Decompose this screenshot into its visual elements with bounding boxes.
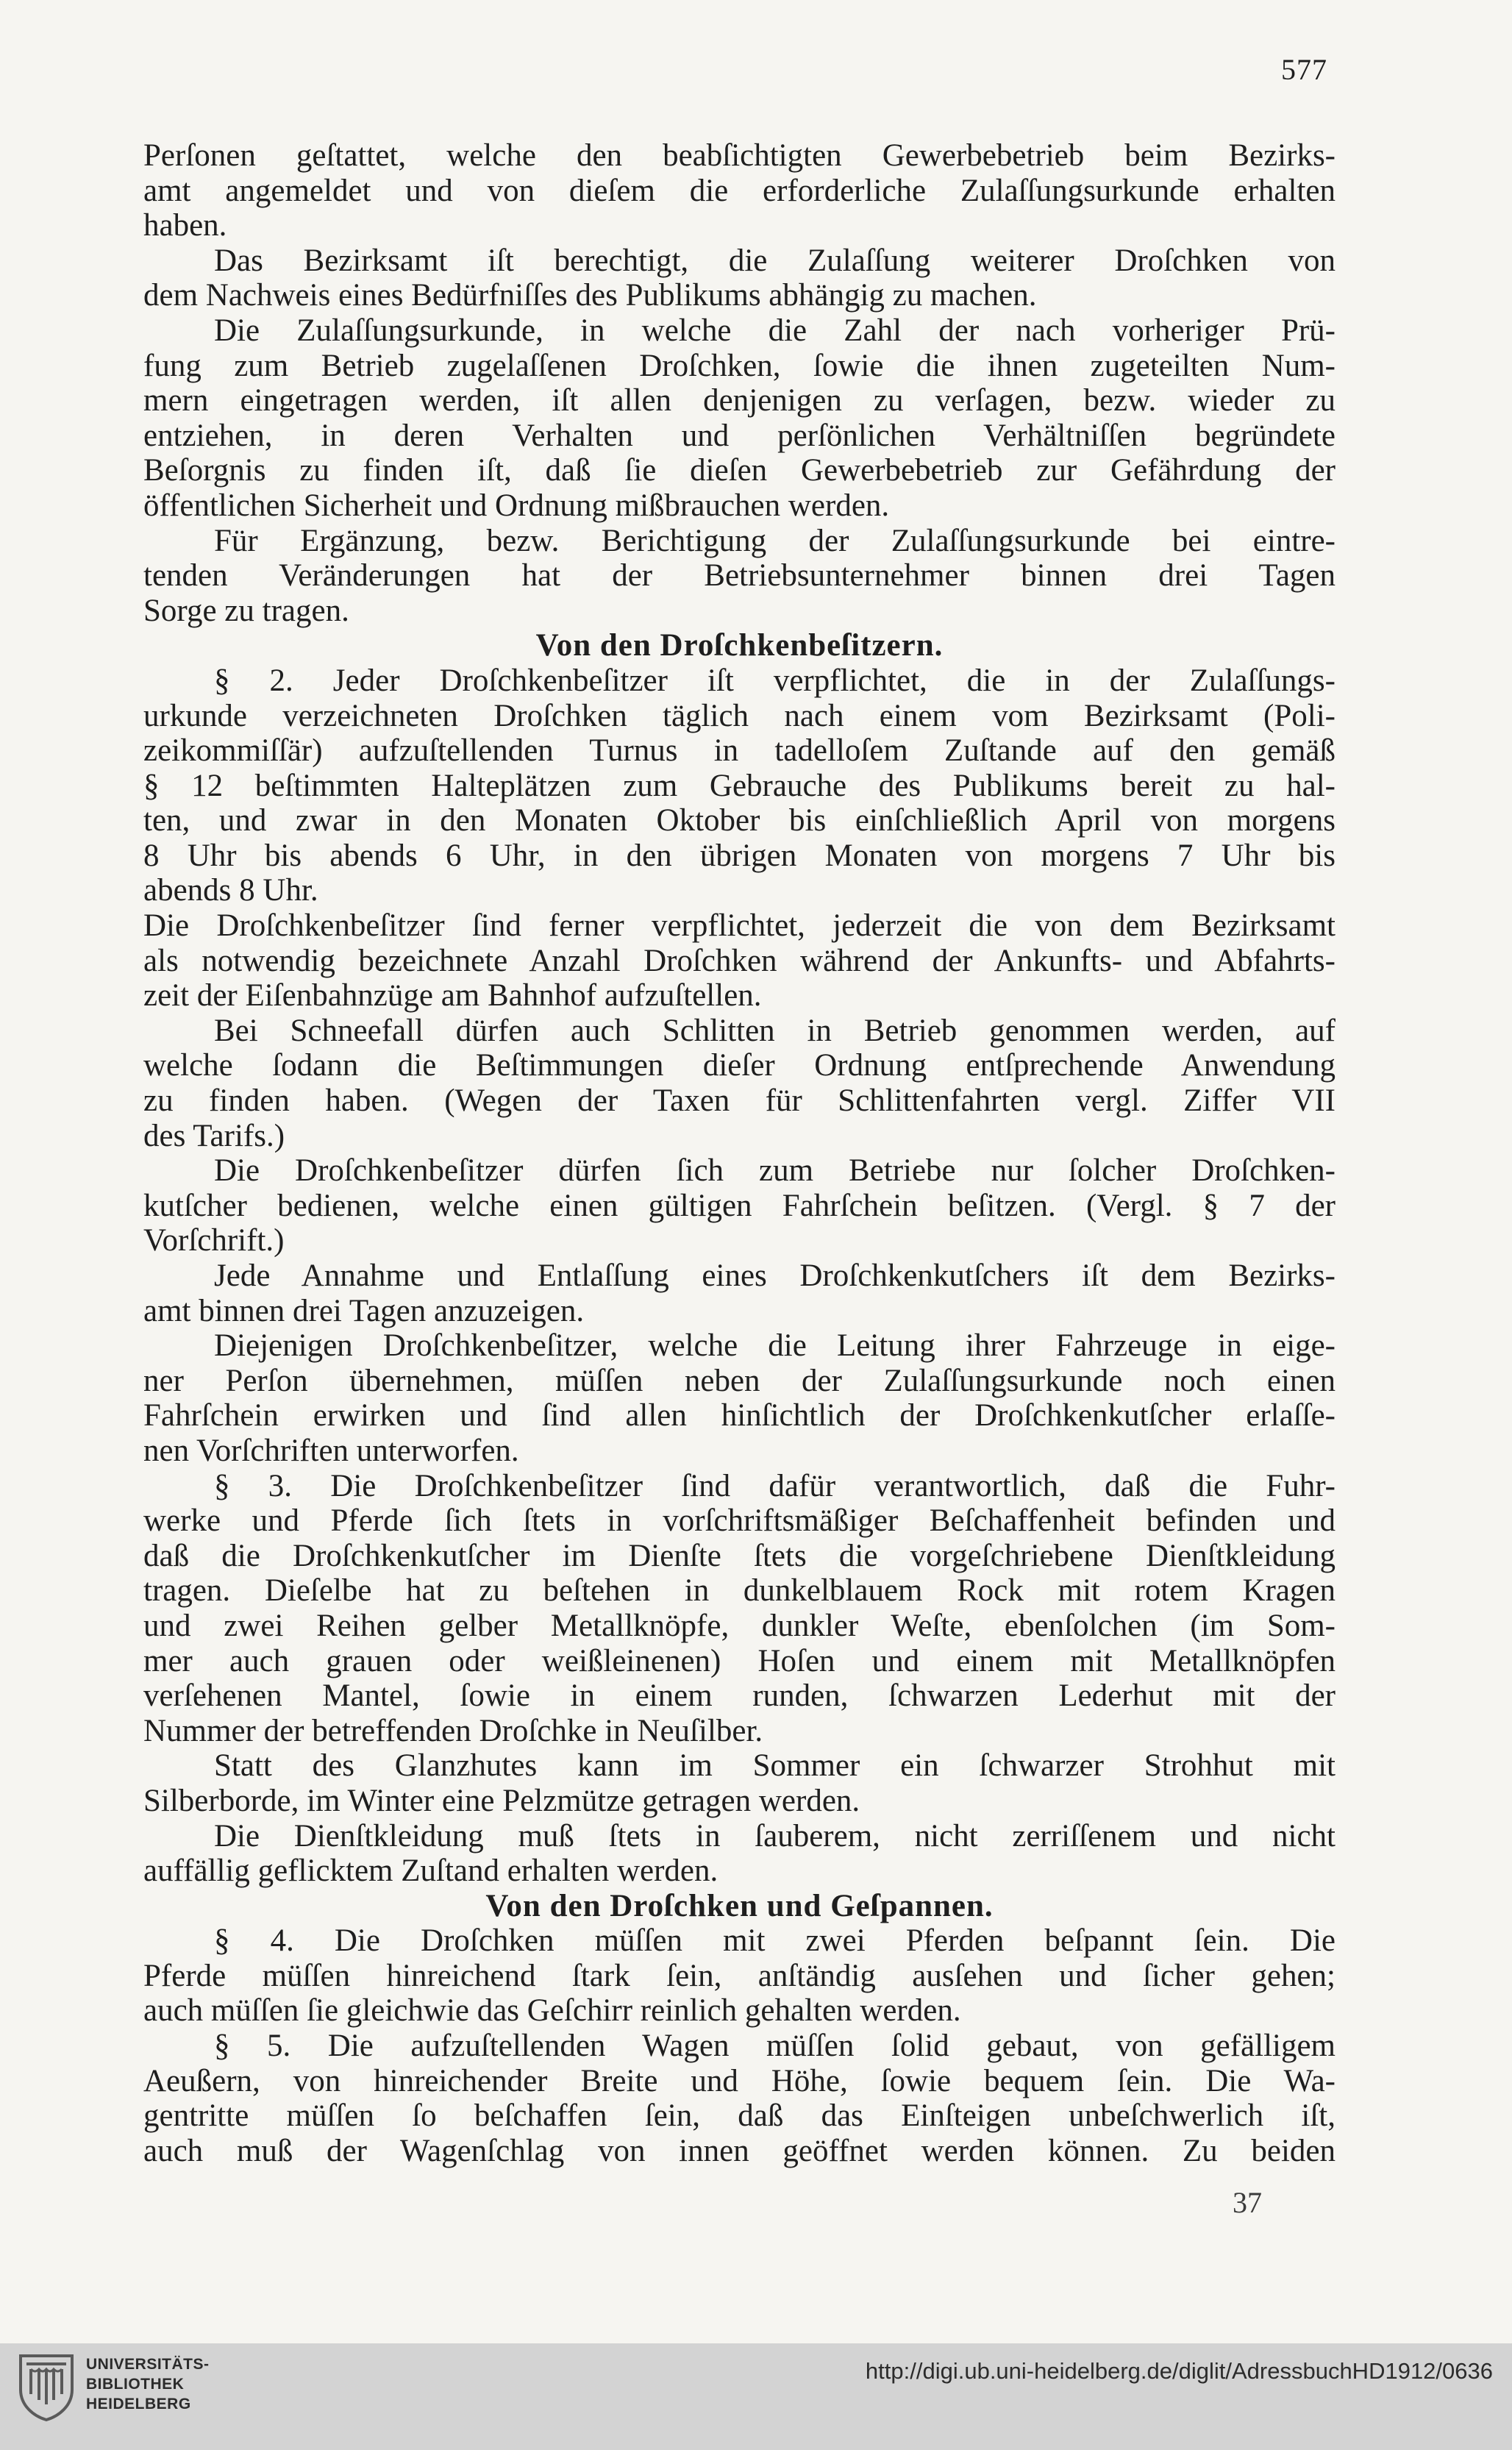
- text-line: als notwendig bezeichnete Anzahl Droſchken während der Ankunfts- und Abfahrts-: [143, 943, 1336, 978]
- text-line: Aeußern, von hinreichender Breite und Höhe, ſowie bequem ſein. Die Wa-: [143, 2063, 1336, 2098]
- text-line: Statt des Glanzhutes kann im Sommer ein ſchwarzer Strohhut mit: [214, 1748, 1336, 1784]
- text-line: zeit der Eiſenbahnzüge am Bahnhof aufzuſtellen.: [143, 978, 762, 1014]
- text-line: haben.: [143, 208, 227, 243]
- library-name-line: BIBLIOTHEK: [86, 2376, 185, 2393]
- text-line: amt binnen drei Tagen anzuzeigen.: [143, 1293, 585, 1328]
- text-line: mer auch grauen oder weißleinenen) Hoſen und einem mit Metallknöpfen: [143, 1643, 1336, 1678]
- text-line: Perſonen geſtattet, welche den beabſichtigten Gewerbebetrieb beim Bezirks-: [143, 138, 1336, 173]
- text-line: öffentlichen Sicherheit und Ordnung mißbrauchen werden.: [143, 488, 890, 523]
- text-line: Das Bezirksamt iſt berechtigt, die Zulaſſung weiterer Droſchken von: [214, 243, 1336, 278]
- library-name: [86, 2354, 210, 2414]
- text-line: Vorſchrift.): [143, 1223, 285, 1258]
- text-line: amt angemeldet und von dieſem die erforderliche Zulaſſungsurkunde erhalten: [143, 173, 1336, 208]
- text-line: und zwei Reihen gelber Metallknöpfe, dunkler Weſte, ebenſolchen (im Som-: [143, 1608, 1336, 1643]
- text-line: Pferde müſſen hinreichend ſtark ſein, anſtändig ausſehen und ſicher gehen;: [143, 1958, 1336, 1993]
- section-heading: Von den Droſchken und Geſpannen.: [485, 1888, 994, 1923]
- text-line: Die Zulaſſungsurkunde, in welche die Zahl der nach vorheriger Prü-: [214, 313, 1336, 348]
- text-line: § 3. Die Droſchkenbeſitzer ſind dafür verantwortlich, daß die Fuhr-: [214, 1468, 1336, 1503]
- section-heading: Von den Droſchkenbeſitzern.: [535, 628, 944, 663]
- library-name-line: HEIDELBERG: [86, 2396, 191, 2412]
- text-line: tenden Veränderungen hat der Betriebsunternehmer binnen drei Tagen: [143, 558, 1336, 594]
- text-line: § 12 beſtimmten Halteplätzen zum Gebrauche des Publikums bereit zu hal-: [143, 768, 1336, 803]
- text-line: gentritte müſſen ſo beſchaffen ſein, daß das Einſteigen unbeſchwerlich iſt,: [143, 2098, 1336, 2134]
- text-line: auch müſſen ſie gleichwie das Geſchirr reinlich gehalten werden.: [143, 1993, 961, 2029]
- text-line: Nummer der betreffenden Droſchke in Neuſilber.: [143, 1713, 763, 1748]
- text-line: auch muß der Wagenſchlag von innen geöffnet werden können. Zu beiden: [143, 2133, 1336, 2168]
- text-line: dem Nachweis eines Bedürfniſſes des Publikums abhängig zu machen.: [143, 278, 1037, 313]
- text-line: daß die Droſchkenkutſcher im Dienſte ſtets die vorgeſchriebene Dienſtkleidung: [143, 1538, 1336, 1573]
- text-line: tragen. Dieſelbe hat zu beſtehen in dunkelblauem Rock mit rotem Kragen: [143, 1573, 1336, 1609]
- text-line: Jede Annahme und Entlaſſung eines Droſchkenkutſchers iſt dem Bezirks-: [214, 1258, 1336, 1293]
- text-line: abends 8 Uhr.: [143, 873, 318, 908]
- text-line: § 5. Die aufzuſtellenden Wagen müſſen ſolid gebaut, von gefälligem: [214, 2029, 1336, 2064]
- text-line: mern eingetragen werden, iſt allen denjenigen zu verſagen, bezw. wieder zu: [143, 383, 1336, 419]
- text-line: ner Perſon übernehmen, müſſen neben der Zulaſſungsurkunde noch einen: [143, 1363, 1336, 1398]
- text-line: entziehen, in deren Verhalten und perſönlichen Verhältniſſen begründete: [143, 418, 1336, 453]
- text-line: 8 Uhr bis abends 6 Uhr, in den übrigen Monaten von morgens 7 Uhr bis: [143, 838, 1336, 873]
- library-seal-icon: [16, 2351, 76, 2422]
- text-line: fung zum Betrieb zugelaſſenen Droſchken, ſowie die ihnen zugeteilten Num-: [143, 348, 1336, 383]
- text-line: verſehenen Mantel, ſowie in einem runden, ſchwarzen Lederhut mit der: [143, 1678, 1336, 1714]
- page-body-text: [143, 138, 1336, 2168]
- text-line: Sorge zu tragen.: [143, 593, 349, 628]
- text-line: § 2. Jeder Droſchkenbeſitzer iſt verpflichtet, die in der Zulaſſungs-: [214, 663, 1336, 698]
- text-line: ten, und zwar in den Monaten Oktober bis einſchließlich April von morgens: [143, 803, 1336, 838]
- text-line: Beſorgnis zu finden iſt, daß ſie dieſen Gewerbebetrieb zur Gefährdung der: [143, 453, 1336, 488]
- signature-mark: 37: [1233, 2186, 1262, 2219]
- text-line: Die Droſchkenbeſitzer ſind ferner verpflichtet, jederzeit die von dem Bezirksamt: [143, 908, 1336, 944]
- text-line: werke und Pferde ſich ſtets in vorſchriftsmäßiger Beſchaffenheit befinden und: [143, 1503, 1336, 1539]
- text-line: Silberborde, im Winter eine Pelzmütze getragen werden.: [143, 1783, 860, 1818]
- text-line: § 4. Die Droſchken müſſen mit zwei Pferden beſpannt ſein. Die: [214, 1923, 1336, 1959]
- library-name-line: UNIVERSITÄTS-: [86, 2356, 210, 2373]
- text-line: Die Dienſtkleidung muß ſtets in ſauberem, nicht zerriſſenem und nicht: [214, 1818, 1336, 1853]
- text-line: Bei Schneefall dürfen auch Schlitten in Betrieb genommen werden, auf: [214, 1013, 1336, 1048]
- text-line: kutſcher bedienen, welche einen gültigen Fahrſchein beſitzen. (Vergl. § 7 der: [143, 1188, 1336, 1223]
- text-line: Diejenigen Droſchkenbeſitzer, welche die Leitung ihrer Fahrzeuge in eige-: [214, 1328, 1336, 1364]
- text-line: Für Ergänzung, bezw. Berichtigung der Zulaſſungsurkunde bei eintre-: [214, 523, 1336, 558]
- text-line: urkunde verzeichneten Droſchken täglich nach einem vom Bezirksamt (Poli-: [143, 698, 1336, 733]
- text-line: zeikommiſſär) aufzuſtellenden Turnus in tadelloſem Zuſtande auf den gemäß: [143, 733, 1336, 769]
- text-line: welche ſodann die Beſtimmungen dieſer Ordnung entſprechende Anwendung: [143, 1048, 1336, 1083]
- text-line: nen Vorſchriften unterworfen.: [143, 1433, 519, 1468]
- page-number: 577: [1281, 53, 1327, 86]
- text-line: des Tarifs.): [143, 1118, 285, 1153]
- text-line: Fahrſchein erwirken und ſind allen hinſichtlich der Droſchkenkutſcher erlaſſe-: [143, 1398, 1336, 1434]
- text-line: Die Droſchkenbeſitzer dürfen ſich zum Betriebe nur ſolcher Droſchken-: [214, 1153, 1336, 1189]
- digitization-footer: [0, 2343, 1512, 2450]
- text-line: zu finden haben. (Wegen der Taxen für Schlittenfahrten vergl. Ziffer VII: [143, 1083, 1336, 1119]
- text-line: auffällig geflicktem Zuſtand erhalten werden.: [143, 1853, 718, 1889]
- source-url: http://digi.ub.uni-heidelberg.de/diglit/AdressbuchHD1912/0636: [865, 2358, 1493, 2384]
